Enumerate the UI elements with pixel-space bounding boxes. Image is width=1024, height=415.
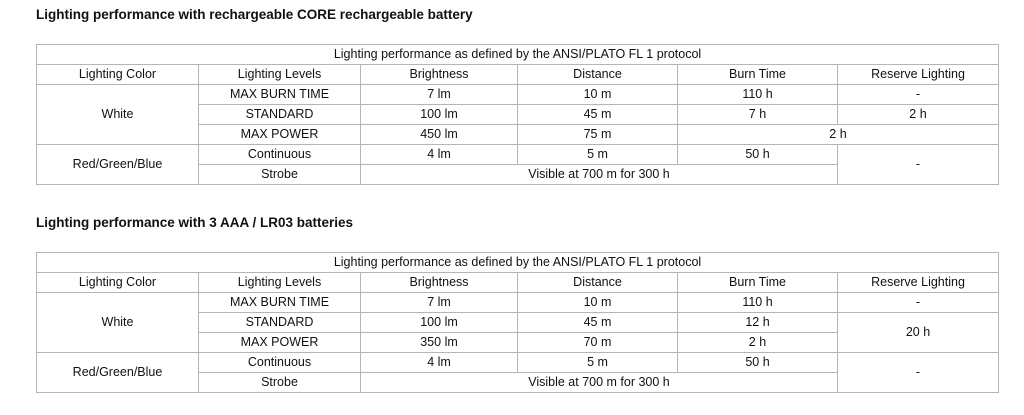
level-cell: Strobe	[199, 373, 361, 393]
color-rgb-cell: Red/Green/Blue	[37, 145, 199, 185]
header-distance: Distance	[518, 65, 678, 85]
reserve-cell: -	[838, 85, 999, 105]
header-burn-time: Burn Time	[678, 65, 838, 85]
burn-time-cell: 12 h	[678, 313, 838, 333]
color-rgb-cell: Red/Green/Blue	[37, 353, 199, 393]
reserve-cell: -	[838, 353, 999, 393]
burn-time-cell: 110 h	[678, 293, 838, 313]
distance-cell: 45 m	[518, 105, 678, 125]
table-row	[37, 293, 999, 313]
level-cell: MAX POWER	[199, 333, 361, 353]
header-lighting-color: Lighting Color	[37, 273, 199, 293]
burn-time-cell: 7 h	[678, 105, 838, 125]
burn-time-cell: 50 h	[678, 145, 838, 165]
brightness-cell: 100 lm	[361, 105, 518, 125]
header-lighting-color: Lighting Color	[37, 65, 199, 85]
header-lighting-levels: Lighting Levels	[199, 65, 361, 85]
level-cell: STANDARD	[199, 313, 361, 333]
reserve-cell: -	[838, 145, 999, 185]
protocol-row	[37, 45, 999, 65]
level-cell: MAX BURN TIME	[199, 293, 361, 313]
level-cell: MAX BURN TIME	[199, 85, 361, 105]
performance-table	[36, 252, 999, 393]
brightness-cell: 4 lm	[361, 353, 518, 373]
header-brightness: Brightness	[361, 273, 518, 293]
header-distance: Distance	[518, 273, 678, 293]
protocol-caption: Lighting performance as defined by the ANSI/PLATO FL 1 protocol	[37, 253, 999, 273]
protocol-caption: Lighting performance as defined by the ANSI/PLATO FL 1 protocol	[37, 45, 999, 65]
reserve-cell: 2 h	[838, 105, 999, 125]
protocol-row	[37, 253, 999, 273]
burn-time-cell: 50 h	[678, 353, 838, 373]
header-burn-time: Burn Time	[678, 273, 838, 293]
header-row	[37, 65, 999, 85]
level-cell: Strobe	[199, 165, 361, 185]
distance-cell: 10 m	[518, 85, 678, 105]
brightness-cell: 7 lm	[361, 85, 518, 105]
distance-cell: 5 m	[518, 353, 678, 373]
header-row	[37, 273, 999, 293]
distance-cell: 75 m	[518, 125, 678, 145]
burn-time-cell: 2 h	[678, 333, 838, 353]
reserve-cell: 20 h	[838, 313, 999, 353]
distance-cell: 5 m	[518, 145, 678, 165]
brightness-cell: 7 lm	[361, 293, 518, 313]
brightness-cell: 450 lm	[361, 125, 518, 145]
strobe-merged-cell: Visible at 700 m for 300 h	[361, 373, 838, 393]
brightness-cell: 4 lm	[361, 145, 518, 165]
section-title: Lighting performance with rechargeable CORE rechargeable battery	[36, 7, 473, 22]
color-white-cell: White	[37, 85, 199, 145]
table-row	[37, 85, 999, 105]
distance-cell: 10 m	[518, 293, 678, 313]
distance-cell: 45 m	[518, 313, 678, 333]
table-row	[37, 145, 999, 165]
reserve-cell: -	[838, 293, 999, 313]
table-row	[37, 353, 999, 373]
strobe-merged-cell: Visible at 700 m for 300 h	[361, 165, 838, 185]
header-reserve-lighting: Reserve Lighting	[838, 273, 999, 293]
level-cell: MAX POWER	[199, 125, 361, 145]
performance-table	[36, 44, 999, 185]
level-cell: STANDARD	[199, 105, 361, 125]
burn-time-cell: 110 h	[678, 85, 838, 105]
header-reserve-lighting: Reserve Lighting	[838, 65, 999, 85]
burn-reserve-merged-cell: 2 h	[678, 125, 999, 145]
distance-cell: 70 m	[518, 333, 678, 353]
level-cell: Continuous	[199, 353, 361, 373]
brightness-cell: 350 lm	[361, 333, 518, 353]
section-title: Lighting performance with 3 AAA / LR03 batteries	[36, 215, 354, 230]
color-white-cell: White	[37, 293, 199, 353]
header-lighting-levels: Lighting Levels	[199, 273, 361, 293]
header-brightness: Brightness	[361, 65, 518, 85]
level-cell: Continuous	[199, 145, 361, 165]
brightness-cell: 100 lm	[361, 313, 518, 333]
